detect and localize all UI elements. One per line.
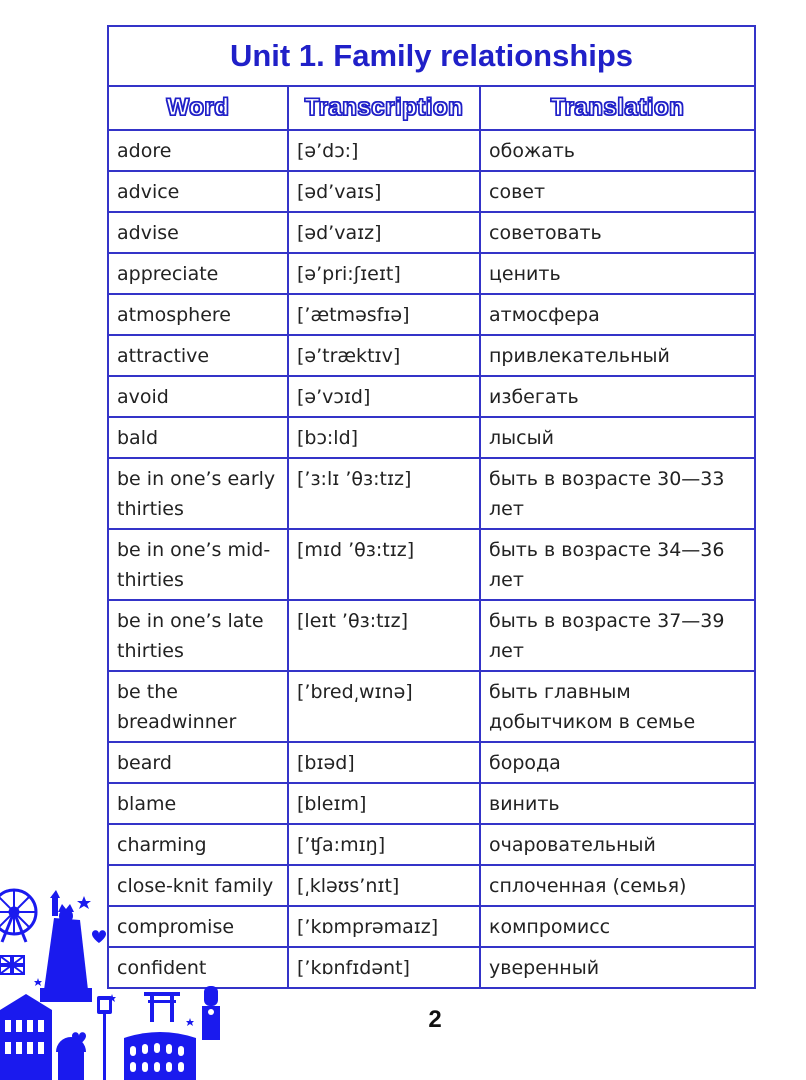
table-row (108, 824, 755, 865)
star-icon (77, 896, 91, 909)
page-title: Unit 1. Family relationships (108, 26, 755, 86)
cell-transcription: [əd’vaɪz] (288, 212, 480, 253)
cell-transcription: [leɪt ’θɜ:tɪz] (288, 600, 480, 671)
cell-translation: привлекательный (480, 335, 755, 376)
cell-transcription: [ə’pri:ʃɪeɪt] (288, 253, 480, 294)
table-row (108, 130, 755, 171)
star-icon (186, 1018, 194, 1026)
cell-word: adore (108, 130, 288, 171)
cell-word: be in one’s mid-thirties (108, 529, 288, 600)
cell-transcription: [’bred͵wɪnə] (288, 671, 480, 742)
cell-word: attractive (108, 335, 288, 376)
cell-word: blame (108, 783, 288, 824)
cell-word: advise (108, 212, 288, 253)
cell-transcription: [’ætməsfɪə] (288, 294, 480, 335)
cell-translation: винить (480, 783, 755, 824)
cell-word: be in one’s early thirties (108, 458, 288, 529)
table-row (108, 600, 755, 671)
cell-translation: быть главным добытчиком в семье (480, 671, 755, 742)
cell-word: advice (108, 171, 288, 212)
cell-transcription: [bɪəd] (288, 742, 480, 783)
lamp-post-icon (97, 996, 112, 1080)
table-row (108, 171, 755, 212)
cell-translation: быть в возрасте 30—33 лет (480, 458, 755, 529)
table-row (108, 212, 755, 253)
heart-icon (92, 930, 106, 943)
cell-word: be the breadwinner (108, 671, 288, 742)
cell-word: bald (108, 417, 288, 458)
cell-translation: совет (480, 171, 755, 212)
cell-word: avoid (108, 376, 288, 417)
ferris-wheel-icon (0, 890, 36, 942)
vocabulary-table (107, 25, 756, 989)
column-header-translation: Translation (480, 86, 755, 130)
cell-word: compromise (108, 906, 288, 947)
torii-gate-icon (144, 992, 180, 1022)
cell-transcription: [’kɒnfɪdənt] (288, 947, 480, 988)
cell-translation: быть в возрасте 34—36 лет (480, 529, 755, 600)
page-number: 2 (428, 1006, 442, 1033)
travel-landmarks-decoration (0, 878, 230, 1080)
cell-transcription: [’kɒmprəmaɪz] (288, 906, 480, 947)
cell-word: be in one’s late thirties (108, 600, 288, 671)
star-icon (34, 978, 42, 986)
table-row (108, 458, 755, 529)
table-row (108, 376, 755, 417)
union-jack-icon (0, 956, 24, 974)
cell-transcription: [͵kləʊs’nɪt] (288, 865, 480, 906)
table-row (108, 335, 755, 376)
column-header-word: Word (108, 86, 288, 130)
cell-translation: избегать (480, 376, 755, 417)
statue-of-liberty-icon (40, 890, 92, 1002)
colosseum-icon (0, 994, 52, 1080)
cell-transcription: [’ɜ:lɪ ’θɜ:tɪz] (288, 458, 480, 529)
column-header-transcription: Transcription (288, 86, 480, 130)
cell-transcription: [əd’vaɪs] (288, 171, 480, 212)
colosseum-icon (124, 1032, 196, 1080)
table-row (108, 742, 755, 783)
cell-translation: сплоченная (семья) (480, 865, 755, 906)
cell-translation: борода (480, 742, 755, 783)
table-row (108, 253, 755, 294)
cell-translation: атмосфера (480, 294, 755, 335)
cell-word: close-knit family (108, 865, 288, 906)
cell-word: confident (108, 947, 288, 988)
table-row (108, 417, 755, 458)
cell-translation: лысый (480, 417, 755, 458)
guard-icon (202, 986, 220, 1040)
cell-word: appreciate (108, 253, 288, 294)
cell-translation: обожать (480, 130, 755, 171)
cell-translation: советовать (480, 212, 755, 253)
cell-transcription: [bleɪm] (288, 783, 480, 824)
table-row (108, 529, 755, 600)
cell-transcription: [ə’vɔɪd] (288, 376, 480, 417)
cell-translation: уверенный (480, 947, 755, 988)
table-row (108, 783, 755, 824)
cell-transcription: [ə’træktɪv] (288, 335, 480, 376)
cell-word: beard (108, 742, 288, 783)
cell-translation: компромисс (480, 906, 755, 947)
big-ben-icon (56, 1037, 86, 1080)
cell-transcription: [bɔ:ld] (288, 417, 480, 458)
table-row (108, 294, 755, 335)
cell-translation: быть в возрасте 37—39 лет (480, 600, 755, 671)
cell-transcription: [’ʧa:mɪŋ] (288, 824, 480, 865)
cell-transcription: [ə’dɔ:] (288, 130, 480, 171)
vocabulary-rows (108, 130, 755, 988)
table-row (108, 671, 755, 742)
cell-translation: ценить (480, 253, 755, 294)
cell-transcription: [mɪd ’θɜ:tɪz] (288, 529, 480, 600)
cell-word: atmosphere (108, 294, 288, 335)
cell-translation: очаровательный (480, 824, 755, 865)
cell-word: charming (108, 824, 288, 865)
